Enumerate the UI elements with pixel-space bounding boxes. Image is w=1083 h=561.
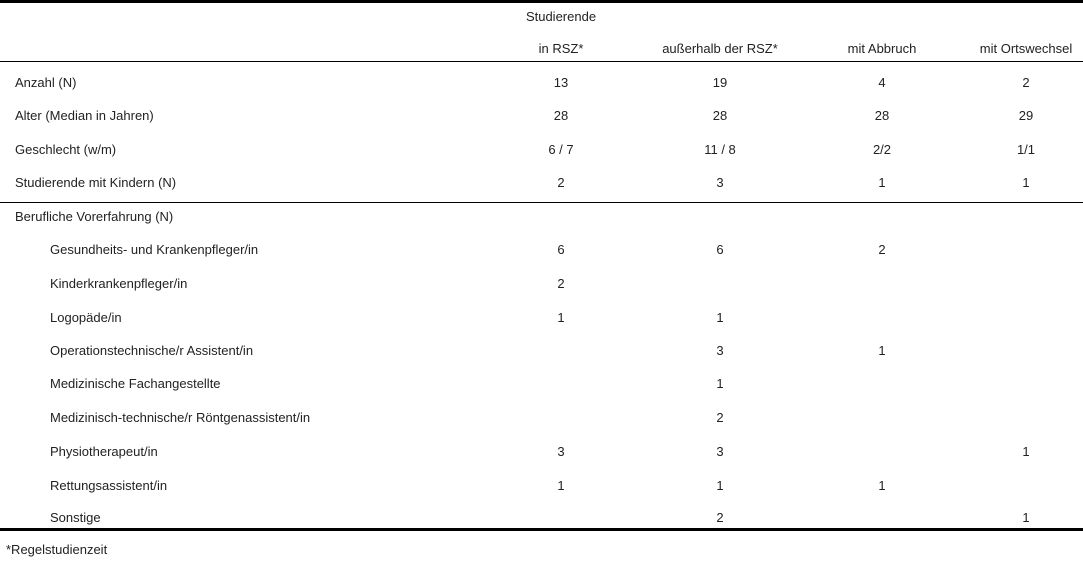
- cell-ausserhalb-rsz: 2: [716, 510, 724, 525]
- header-rule: [0, 61, 1083, 62]
- table-row: [0, 106, 1083, 126]
- cell-mit-abbruch: 28: [874, 108, 890, 123]
- cell-in-rsz: 3: [557, 444, 565, 459]
- row-label: Rettungsassistent/in: [50, 478, 168, 493]
- cell-ausserhalb-rsz: 2: [716, 410, 724, 425]
- table-row: [0, 408, 1083, 428]
- table-row: [0, 274, 1083, 294]
- cell-ausserhalb-rsz: 6: [716, 242, 724, 257]
- cell-mit-abbruch: 2/2: [872, 142, 892, 157]
- cell-in-rsz: 28: [553, 108, 569, 123]
- table-row: [0, 308, 1083, 328]
- row-label: Operationstechnische/r Assistent/in: [50, 343, 254, 358]
- row-label: Gesundheits- und Krankenpfleger/in: [50, 242, 259, 257]
- table-row: [0, 508, 1083, 528]
- footnote: *Regelstudienzeit: [6, 542, 108, 557]
- cell-ausserhalb-rsz: 11 / 8: [704, 142, 736, 157]
- row-label: Logopäde/in: [50, 310, 122, 325]
- cell-in-rsz: 2: [557, 175, 565, 190]
- cell-mit-ortswechsel: 1/1: [1016, 142, 1036, 157]
- cell-in-rsz: 13: [553, 75, 569, 90]
- section-heading-row: [0, 207, 1083, 227]
- row-label: Sonstige: [50, 510, 101, 525]
- cell-ausserhalb-rsz: 28: [712, 108, 728, 123]
- cell-ausserhalb-rsz: 1: [716, 376, 724, 391]
- row-label: Kinderkrankenpfleger/in: [50, 276, 188, 291]
- table-row: [0, 341, 1083, 361]
- cell-mit-abbruch: 1: [878, 343, 886, 358]
- table-row: [0, 476, 1083, 496]
- section-rule: [0, 202, 1083, 203]
- cell-ausserhalb-rsz: 1: [716, 478, 724, 493]
- row-label: Geschlecht (w/m): [15, 142, 117, 157]
- row-label: Medizinisch-technische/r Röntgenassistent/in: [50, 410, 311, 425]
- cell-in-rsz: 6 / 7: [548, 142, 574, 157]
- table-row: [0, 374, 1083, 394]
- cell-mit-ortswechsel: 2: [1022, 75, 1030, 90]
- table-row: [0, 73, 1083, 93]
- cell-ausserhalb-rsz: 3: [716, 175, 724, 190]
- row-label: Physiotherapeut/in: [50, 444, 158, 459]
- table-row: [0, 173, 1083, 193]
- row-label: Alter (Median in Jahren): [15, 108, 154, 123]
- cell-ausserhalb-rsz: 3: [716, 343, 724, 358]
- cell-mit-ortswechsel: 1: [1022, 444, 1030, 459]
- table-bottom-rule: [0, 528, 1083, 531]
- cell-in-rsz: 1: [557, 478, 565, 493]
- column-header-mit-ortswechsel: mit Ortswechsel: [979, 41, 1073, 56]
- column-header-ausserhalb-rsz: außerhalb der RSZ*: [662, 41, 778, 56]
- header-group-label: Studierende: [525, 9, 597, 24]
- table-row: [0, 140, 1083, 160]
- table-row: [0, 240, 1083, 260]
- table-top-rule: [0, 0, 1083, 3]
- section-label: Berufliche Vorerfahrung (N): [15, 209, 174, 224]
- cell-in-rsz: 6: [557, 242, 565, 257]
- cell-in-rsz: 1: [557, 310, 565, 325]
- cell-mit-ortswechsel: 29: [1018, 108, 1034, 123]
- cell-mit-ortswechsel: 1: [1022, 510, 1030, 525]
- cell-ausserhalb-rsz: 19: [712, 75, 728, 90]
- cell-mit-abbruch: 2: [878, 242, 886, 257]
- cell-mit-abbruch: 4: [878, 75, 886, 90]
- row-label: Anzahl (N): [15, 75, 77, 90]
- table-row: [0, 442, 1083, 462]
- column-header-mit-abbruch: mit Abbruch: [847, 41, 917, 56]
- row-label: Medizinische Fachangestellte: [50, 376, 221, 391]
- cell-mit-abbruch: 1: [878, 478, 886, 493]
- row-label: Studierende mit Kindern (N): [15, 175, 177, 190]
- cell-in-rsz: 2: [557, 276, 565, 291]
- cell-ausserhalb-rsz: 1: [716, 310, 724, 325]
- cell-mit-abbruch: 1: [878, 175, 886, 190]
- cell-ausserhalb-rsz: 3: [716, 444, 724, 459]
- cell-mit-ortswechsel: 1: [1022, 175, 1030, 190]
- column-header-in-rsz: in RSZ*: [538, 41, 584, 56]
